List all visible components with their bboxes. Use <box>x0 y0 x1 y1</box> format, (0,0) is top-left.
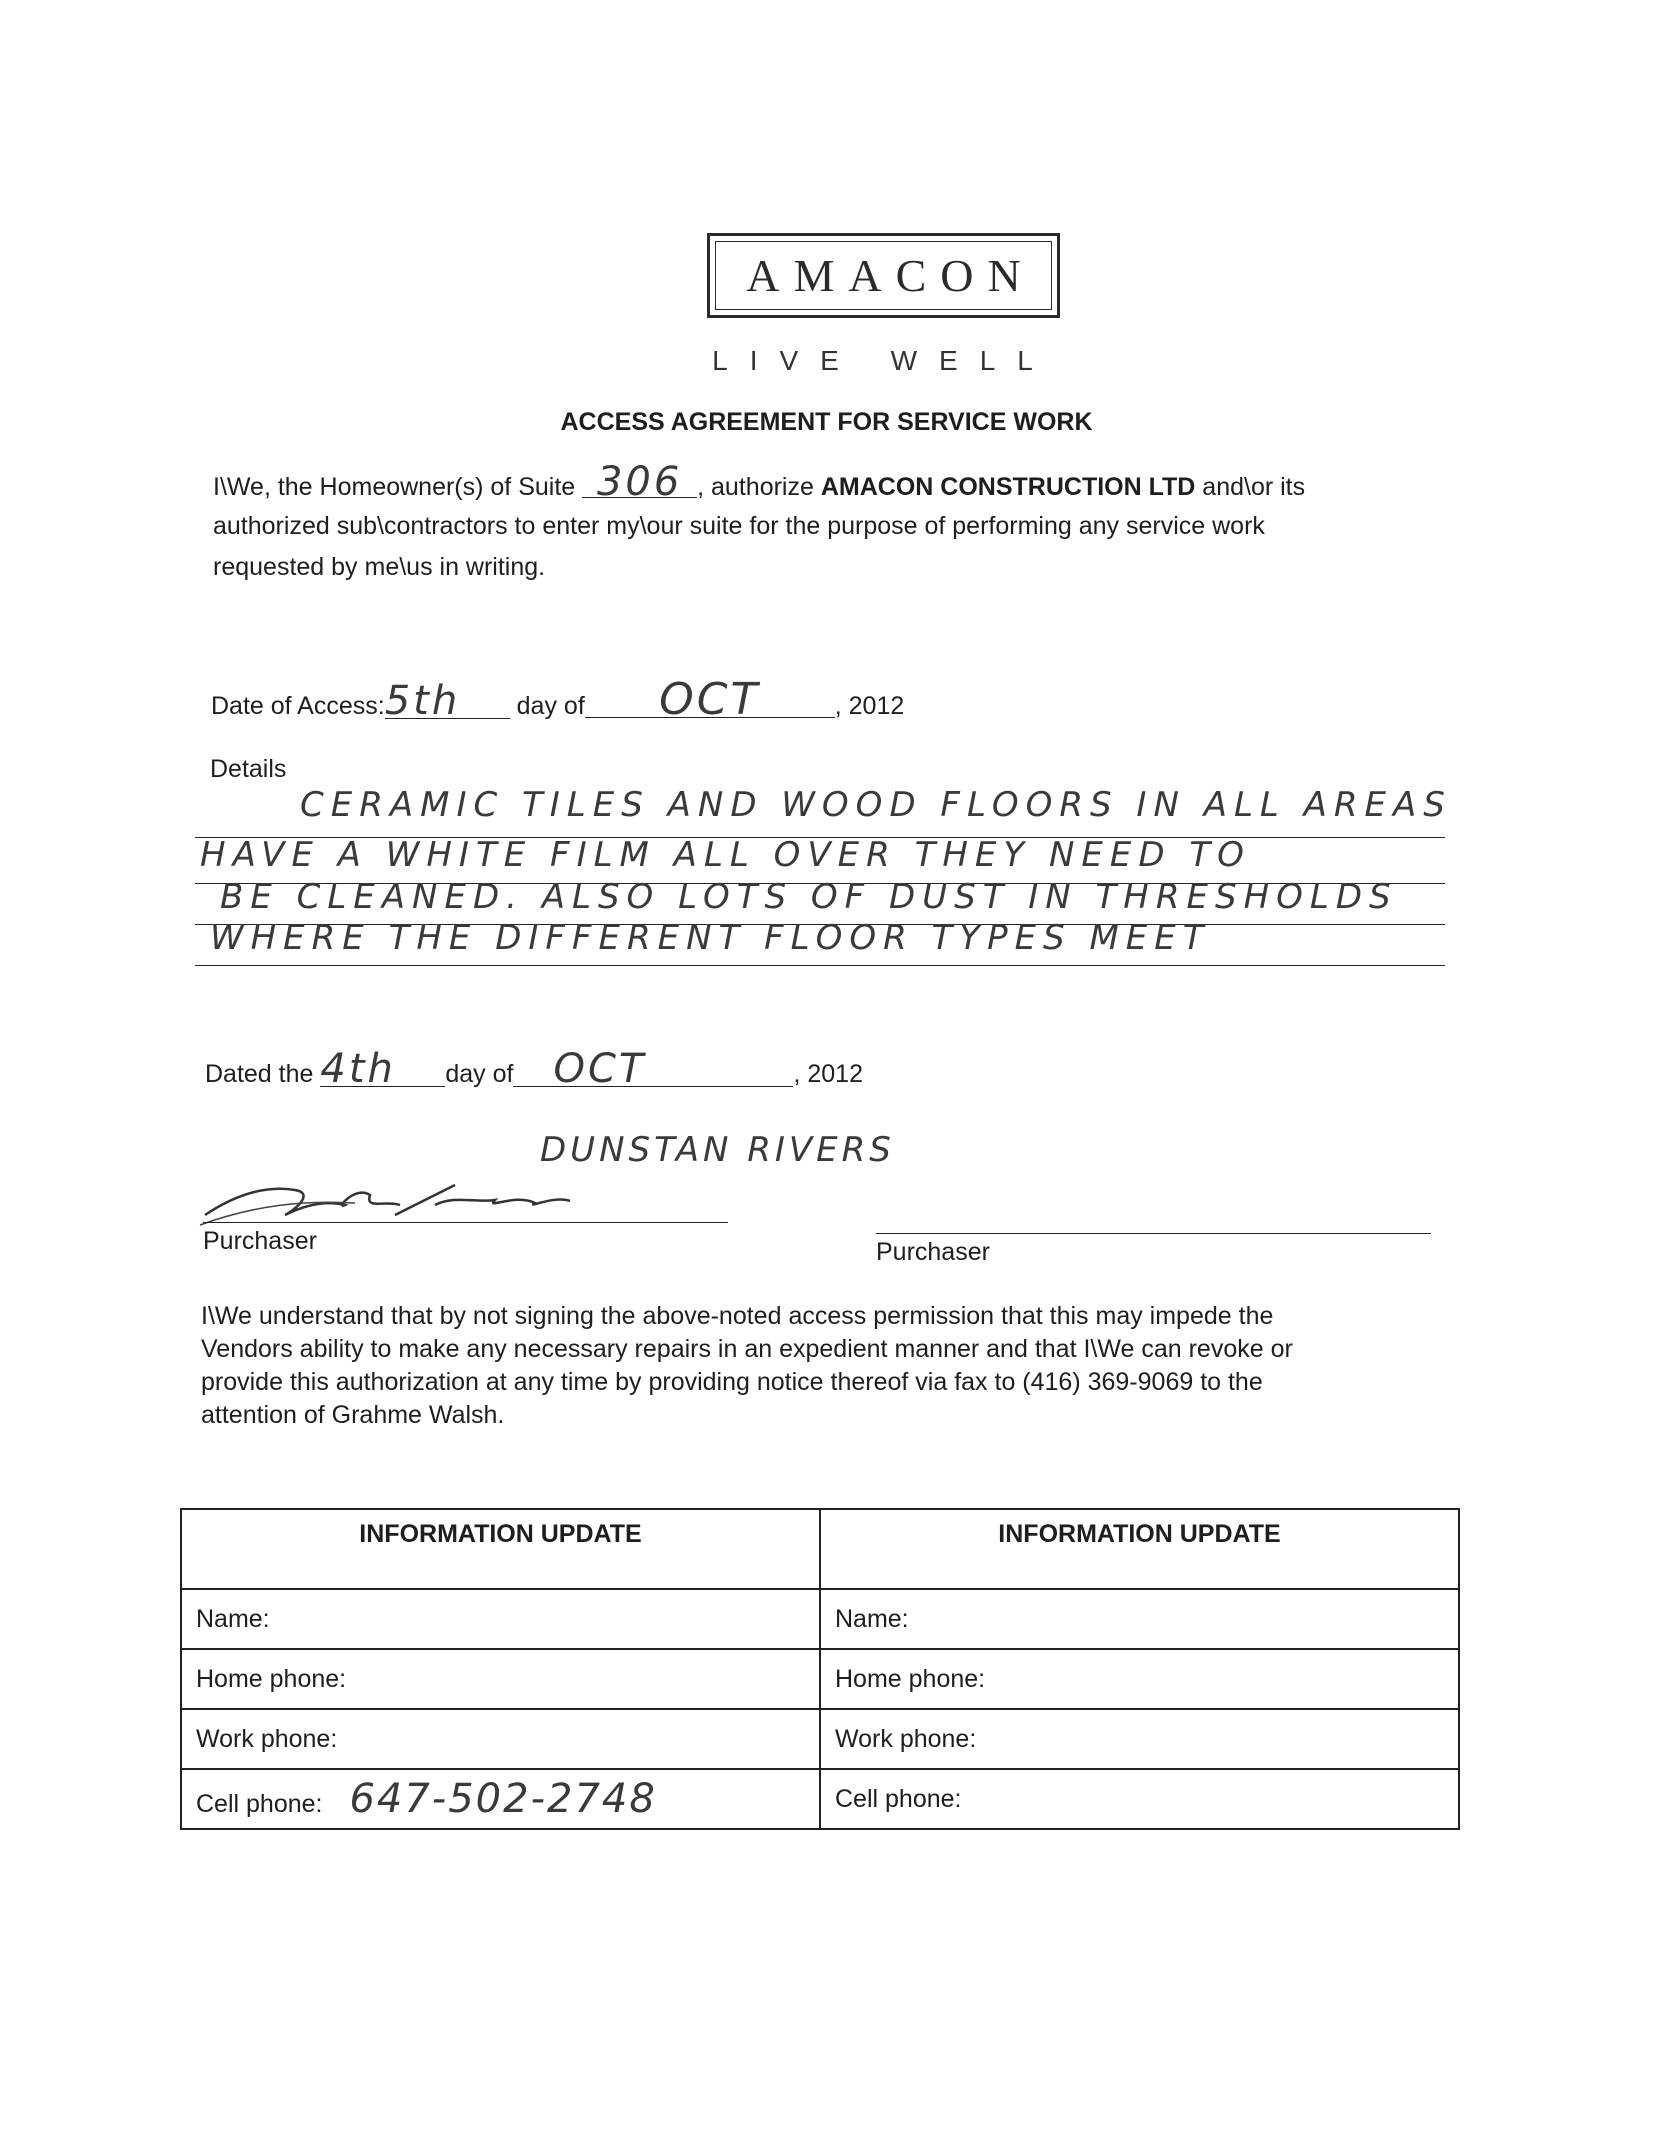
left-work-phone-field <box>181 1709 820 1769</box>
access-day-of: day of <box>516 692 585 720</box>
details-line <box>195 965 1445 966</box>
right-name-field <box>820 1589 1459 1649</box>
intro-authorize: , authorize <box>697 473 814 501</box>
right-work-phone-field <box>820 1709 1459 1769</box>
intro-prefix: I\We, the Homeowner(s) of Suite <box>213 473 576 501</box>
logo-inner-border <box>715 241 1052 310</box>
intro-line-2: authorized sub\contractors to enter my\our suite for the purpose of performing any service work <box>213 512 1265 540</box>
left-cell-phone-label: Cell phone: <box>196 1790 323 1818</box>
dated-year: , 2012 <box>793 1060 863 1088</box>
dated-label: Dated the <box>205 1060 314 1088</box>
dated-day-field: 4th <box>320 1052 445 1087</box>
suite-number-field: 306 <box>582 467 697 498</box>
notice-line: Vendors ability to make any necessary repairs in an expedient manner and that I\We can revoke or <box>201 1335 1293 1363</box>
amacon-logo <box>707 233 1060 318</box>
details-text-line: BE CLEANED. ALSO LOTS OF DUST IN THRESHOLDS <box>220 877 1398 917</box>
logo-tagline: LIVE WELL <box>712 345 1055 376</box>
access-year: , 2012 <box>834 692 905 720</box>
intro-line-1 <box>213 459 1306 506</box>
notice-line: provide this authorization at any time by providing notice thereof via fax to (416) 369-9069 to the <box>201 1368 1263 1396</box>
intro-line-3: requested by me\us in writing. <box>213 553 546 581</box>
left-home-phone-label: Home phone: <box>196 1664 347 1693</box>
details-text-line: HAVE A WHITE FILM ALL OVER THEY NEED TO <box>200 835 1251 875</box>
right-home-phone-field <box>820 1649 1459 1709</box>
right-name-label: Name: <box>835 1604 909 1633</box>
left-name-label: Name: <box>196 1604 270 1633</box>
access-day-field: 5th <box>385 684 510 719</box>
dated-row <box>205 1046 863 1093</box>
details-text-line: CERAMIC TILES AND WOOD FLOORS IN ALL AREAS <box>300 785 1452 825</box>
logo-wordmark: AMACON <box>746 250 1035 301</box>
access-month-field: OCT <box>585 683 835 718</box>
access-date-row <box>211 674 905 725</box>
left-cell-phone-value: 647-502-2748 <box>349 1776 657 1822</box>
purchaser-label-1: Purchaser <box>203 1227 317 1255</box>
right-home-phone-label: Home phone: <box>835 1664 986 1693</box>
left-info-heading: INFORMATION UPDATE <box>181 1509 820 1589</box>
notice-line: I\We understand that by not signing the above-noted access permission that this may impede the <box>201 1302 1274 1330</box>
left-cell-phone-field <box>181 1769 820 1829</box>
details-label: Details <box>210 755 287 783</box>
right-work-phone-label: Work phone: <box>835 1724 977 1753</box>
left-name-field <box>181 1589 820 1649</box>
information-update-table <box>180 1508 1460 1830</box>
left-home-phone-field <box>181 1649 820 1709</box>
right-cell-phone-field <box>820 1769 1459 1829</box>
details-text-line: WHERE THE DIFFERENT FLOOR TYPES MEET <box>210 918 1211 958</box>
purchaser-printed-name: DUNSTAN RIVERS <box>540 1130 895 1170</box>
dated-day-of: day of <box>445 1060 514 1088</box>
company-name: AMACON CONSTRUCTION LTD <box>820 473 1196 501</box>
intro-rest: and\or its <box>1202 473 1306 501</box>
dated-month-field: OCT <box>513 1052 793 1087</box>
left-work-phone-label: Work phone: <box>196 1724 338 1753</box>
right-info-heading: INFORMATION UPDATE <box>820 1509 1459 1589</box>
document-title: ACCESS AGREEMENT FOR SERVICE WORK <box>560 408 1093 436</box>
purchaser-label-2: Purchaser <box>876 1238 990 1266</box>
notice-line: attention of Grahme Walsh. <box>201 1401 505 1429</box>
access-date-label: Date of Access: <box>211 692 385 720</box>
right-cell-phone-label: Cell phone: <box>835 1784 962 1813</box>
